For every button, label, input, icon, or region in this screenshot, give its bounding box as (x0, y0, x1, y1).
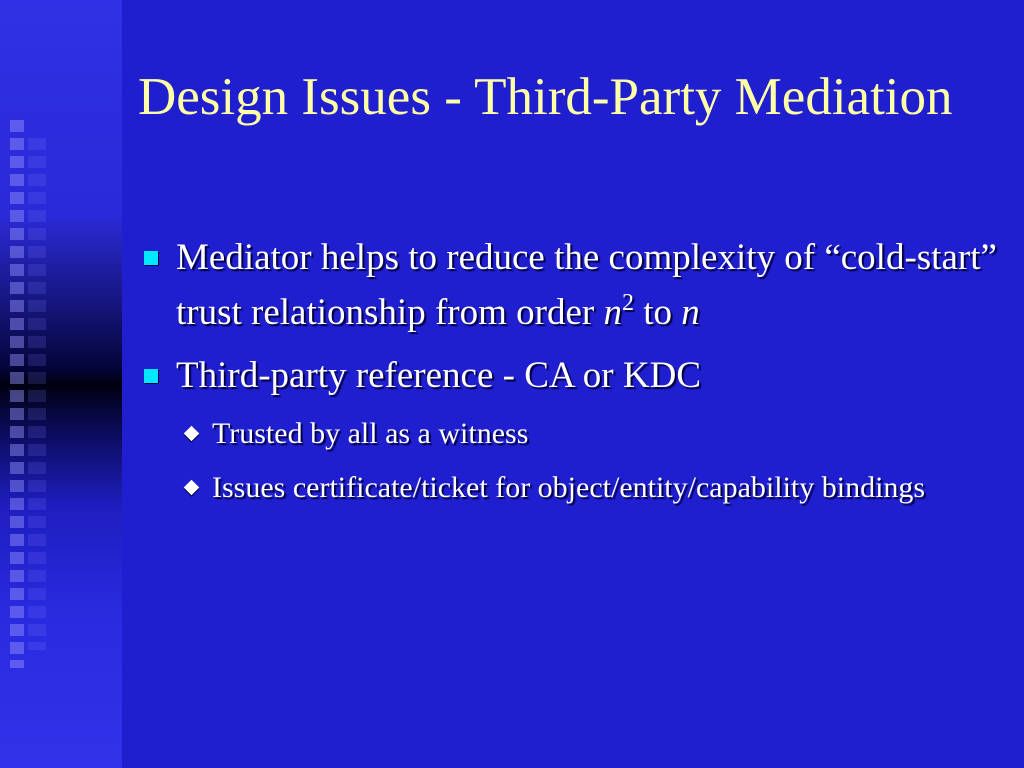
square-bullet-icon (144, 251, 158, 265)
slide-title: Design Issues - Third-Party Mediation (138, 68, 953, 126)
bullet-text-mid: to (633, 292, 682, 333)
square-bullet-icon (144, 369, 158, 383)
bullet-text: Mediator helps to reduce the complexity of “cold-start” trust relationship from order (176, 237, 997, 333)
bullet-item-2 (138, 348, 998, 403)
decorative-side-strip (0, 0, 122, 768)
decorative-squares (8, 120, 26, 668)
variable-n: n (603, 292, 622, 333)
diamond-bullet-icon (184, 480, 200, 496)
superscript: 2 (621, 290, 634, 316)
bullet-text: Third-party reference - CA or KDC (176, 355, 701, 396)
diamond-bullet-icon (184, 426, 200, 442)
variable-n: n (681, 292, 700, 333)
sub-bullet-text: Issues certificate/ticket for object/entity/capability bindings (212, 471, 926, 504)
sub-bullet-item-2 (180, 465, 998, 511)
sub-bullet-item-1 (180, 411, 998, 457)
decorative-squares-faint (28, 138, 46, 650)
bullet-list (138, 230, 998, 519)
sub-bullet-text: Trusted by all as a witness (212, 417, 529, 450)
bullet-item-1 (138, 230, 998, 340)
